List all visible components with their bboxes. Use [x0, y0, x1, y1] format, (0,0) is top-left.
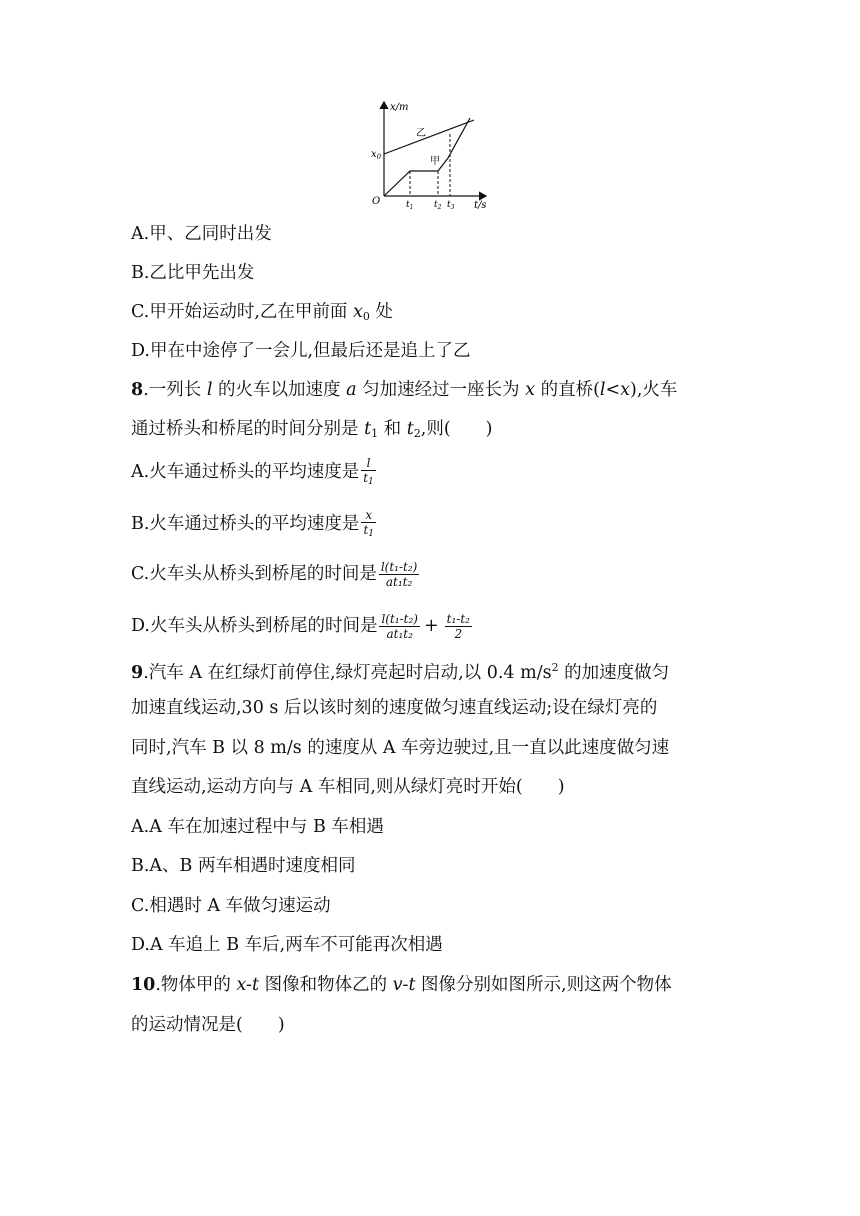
- y-axis-label: x/m: [390, 102, 409, 113]
- q8-option-c: C.火车头从桥头到桥尾的时间是 $\frac{\text{l(t₁-t₂)}}{\text{at₁t₂}}$: [131, 560, 418, 589]
- fraction: $\frac{x}{t_1}$: [363, 508, 374, 539]
- q8-option-d: D.火车头从桥头到桥尾的时间是 $\frac{\text{l(t₁-t₂)}}{\text{at₁t₂}}$ + $\frac{\text{t₁-t₂}}{2}$: [131, 612, 470, 641]
- q9-option-a: A.A 车在加速过程中与 B 车相遇: [131, 817, 384, 837]
- q8-option-a: A.火车通过桥头的平均速度是 $\frac{l}{t_1}$: [131, 456, 374, 487]
- q9-option-c: C.相遇时 A 车做匀速运动: [131, 896, 331, 916]
- q8-stem-line2: 通过桥头和桥尾的时间分别是 $t_1$ 和 $t_2$,则( ): [131, 419, 493, 440]
- q9-stem-line4: 直线运动,运动方向与 A 车相同,则从绿灯亮时开始( ): [131, 777, 565, 797]
- q7-option-c: C.甲开始运动时,乙在甲前面 $x_0$ 处: [131, 302, 393, 323]
- q8-stem-line1: 8.一列长 l 的火车以加速度 a 匀加速经过一座长为 x 的直桥(l<x),火车: [131, 380, 678, 400]
- t2-label: $t_2$: [434, 200, 442, 211]
- q9-stem-line1: 9.汽车 A 在红绿灯前停住,绿灯亮起时启动,以 0.4 $m/s^2$ 的加速度做匀: [131, 661, 670, 683]
- q7-option-d: D.甲在中途停了一会儿,但最后还是追上了乙: [131, 341, 471, 361]
- x0-label: $x_0$: [371, 149, 382, 161]
- fraction: $\frac{\text{t₁-t₂}}{2}$: [446, 612, 470, 641]
- q7-option-b: B.乙比甲先出发: [131, 263, 255, 283]
- fraction: $\frac{\text{l(t₁-t₂)}}{\text{at₁t₂}}$: [380, 560, 418, 589]
- line-yi: [384, 120, 474, 154]
- label-jia: 甲: [430, 156, 440, 167]
- q9-option-b: B.A、B 两车相遇时速度相同: [131, 856, 356, 876]
- q9-option-d: D.A 车追上 B 车后,两车不可能再次相遇: [131, 935, 443, 955]
- label-yi: 乙: [416, 128, 426, 139]
- q9-stem-line2: 加速直线运动,30 s 后以该时刻的速度做匀速直线运动;设在绿灯亮的: [131, 698, 658, 718]
- q10-stem-line1: 10.物体甲的 x-t 图像和物体乙的 v-t 图像分别如图所示,则这两个物体: [131, 975, 672, 995]
- q7-option-a: A.甲、乙同时出发: [131, 224, 272, 244]
- t3-label: $t_3$: [447, 200, 455, 211]
- q9-stem-line3: 同时,汽车 B 以 8 m/s 的速度从 A 车旁边驶过,且一直以此速度做匀速: [131, 738, 670, 758]
- q10-stem-line2: 的运动情况是( ): [131, 1015, 285, 1035]
- line-jia: [384, 118, 470, 196]
- x-t-graph-figure: [360, 96, 500, 214]
- fraction: $\frac{l}{t_1}$: [363, 456, 374, 487]
- q8-option-b: B.火车通过桥头的平均速度是 $\frac{x}{t_1}$: [131, 508, 374, 539]
- t1-label: $t_1$: [406, 200, 414, 211]
- fraction: $\frac{\text{l(t₁-t₂)}}{\text{at₁t₂}}$: [381, 612, 418, 641]
- x-axis-label: t/s: [474, 200, 487, 211]
- origin-label: O: [372, 196, 381, 207]
